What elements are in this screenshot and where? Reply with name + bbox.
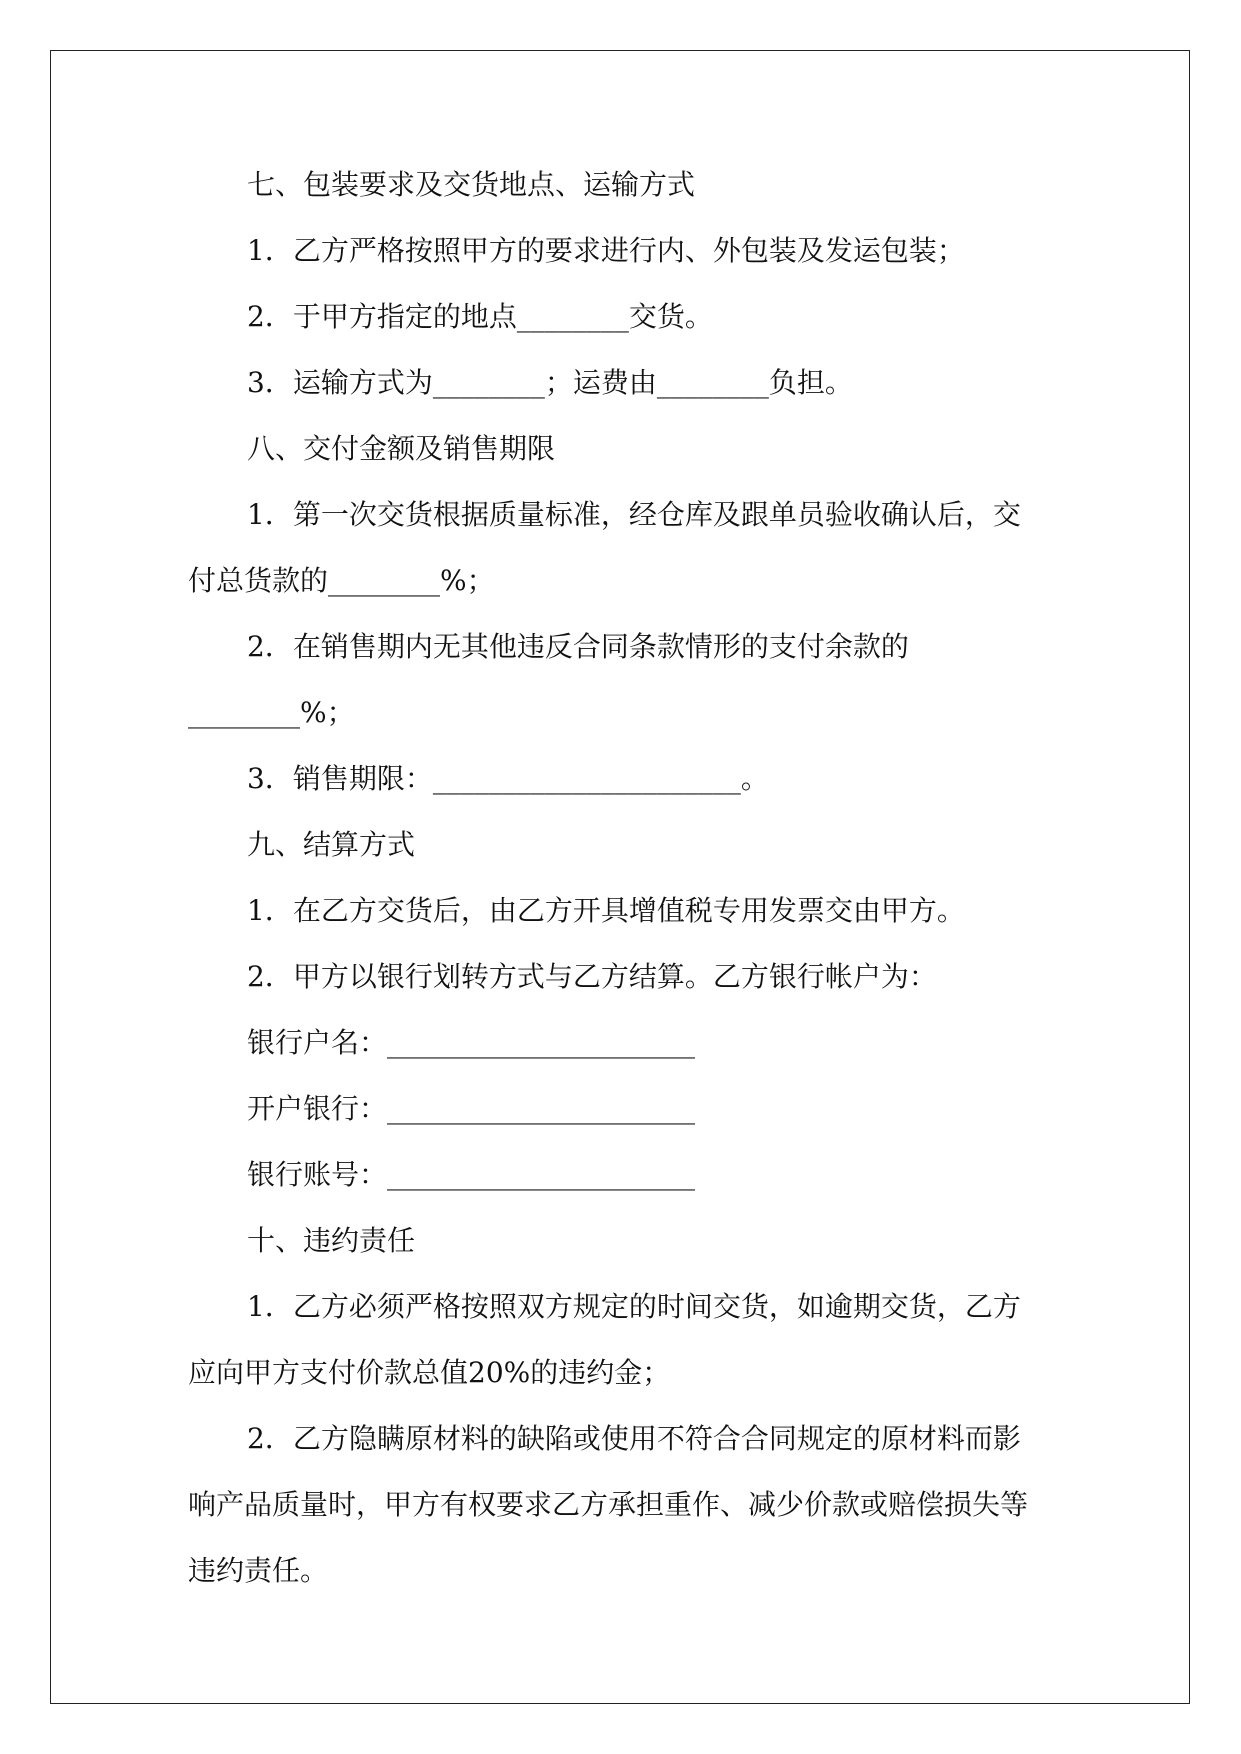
bank-account-name-field: 银行户名：______________________ [247,1026,696,1059]
clause-liability-2-line-3: 违约责任。 [188,1554,329,1587]
document-body [188,162,1058,1614]
bank-account-number-field: 银行账号：______________________ [247,1158,696,1191]
clause-liability-1-line-1: 1．乙方必须严格按照双方规定的时间交货，如逾期交货，乙方 [247,1290,1021,1323]
clause-packaging-3: 3．运输方式为________；运费由________负担。 [247,366,853,399]
clause-packaging-2: 2．于甲方指定的地点________交货。 [247,300,713,333]
section-heading-liability: 十、违约责任 [247,1224,416,1257]
clause-settlement-1: 1．在乙方交货后，由乙方开具增值税专用发票交由甲方。 [247,894,965,927]
clause-settlement-2: 2．甲方以银行划转方式与乙方结算。乙方银行帐户为： [247,960,937,993]
clause-liability-2-line-1: 2．乙方隐瞒原材料的缺陷或使用不符合合同规定的原材料而影 [247,1422,1021,1455]
clause-payment-2-line-1: 2．在销售期内无其他违反合同条款情形的支付余款的 [247,630,909,663]
clause-payment-1-line-2: 付总货款的________%； [188,564,495,597]
clause-packaging-1: 1．乙方严格按照甲方的要求进行内、外包装及发运包装； [247,234,965,267]
section-heading-settlement: 九、结算方式 [247,828,416,861]
clause-payment-3: 3．销售期限：______________________。 [247,762,769,795]
clause-payment-1-line-1: 1．第一次交货根据质量标准，经仓库及跟单员验收确认后，交 [247,498,1021,531]
clause-liability-1-line-2: 应向甲方支付价款总值20%的违约金； [188,1356,671,1389]
section-heading-payment-amount: 八、交付金额及销售期限 [247,432,556,465]
clause-liability-2-line-2: 响产品质量时，甲方有权要求乙方承担重作、减少价款或赔偿损失等 [188,1488,1029,1521]
section-heading-packaging: 七、包装要求及交货地点、运输方式 [247,168,696,201]
clause-payment-2-line-2: ________%； [188,696,355,729]
bank-name-field: 开户银行：______________________ [247,1092,696,1125]
